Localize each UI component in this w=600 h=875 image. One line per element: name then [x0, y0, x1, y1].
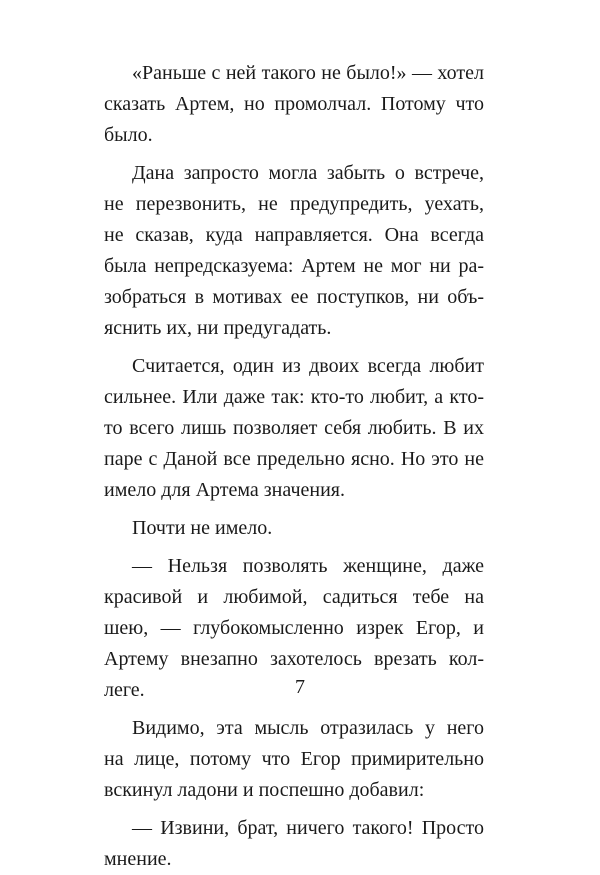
paragraph — [104, 58, 484, 151]
text-line: Дана запросто могла забыть о встрече, — [132, 162, 484, 184]
text-line: яснить их, ни предугадать. — [104, 317, 332, 339]
text-line: «Раньше с ней такого не было!» — хотел — [132, 62, 484, 84]
paragraph — [104, 513, 484, 544]
text-line: не перезвонить, не предупредить, уехать, — [104, 193, 484, 215]
text-line: на лице, потому что Егор примирительно — [104, 748, 484, 770]
text-line: была непредсказуема: Артем не мог ни ра- — [104, 255, 484, 277]
text-line: Артему внезапно захотелось врезать кол- — [104, 648, 484, 670]
text-line: вскинул ладони и поспешно добавил: — [104, 779, 425, 801]
text-line: — Нельзя позволять женщине, даже — [132, 555, 484, 577]
text-line: зобраться в мотивах ее поступков, ни объ- — [104, 286, 484, 308]
text-line: шею, — глубокомысленно изрек Егор, и — [104, 617, 484, 639]
text-line: сказать Артем, но промолчал. Потому что — [104, 93, 484, 115]
text-line: имело для Артема значения. — [104, 479, 345, 501]
text-line: сильнее. Или даже так: кто-то любит, а кто- — [104, 386, 484, 408]
text-line: паре с Даной все предельно ясно. Но это не — [104, 448, 484, 470]
paragraph — [104, 158, 484, 344]
text-line: красивой и любимой, садиться тебе на — [104, 586, 484, 608]
paragraph — [104, 713, 484, 806]
text-line: мнение. — [104, 848, 172, 870]
body-text — [104, 58, 484, 875]
text-line: то всего лишь позволяет себя любить. В их — [104, 417, 484, 439]
text-line: леге. — [104, 679, 145, 701]
page-number: 7 — [295, 676, 305, 698]
text-line: не сказав, куда направляется. Она всегда — [104, 224, 484, 246]
text-line: Считается, один из двоих всегда любит — [132, 355, 484, 377]
text-line: было. — [104, 124, 153, 146]
text-line: Видимо, эта мысль отразилась у него — [132, 717, 484, 739]
paragraph — [104, 813, 484, 875]
paragraph — [104, 351, 484, 506]
text-line: — Извини, брат, ничего такого! Просто — [132, 817, 484, 839]
text-line: Почти не имело. — [132, 517, 273, 539]
